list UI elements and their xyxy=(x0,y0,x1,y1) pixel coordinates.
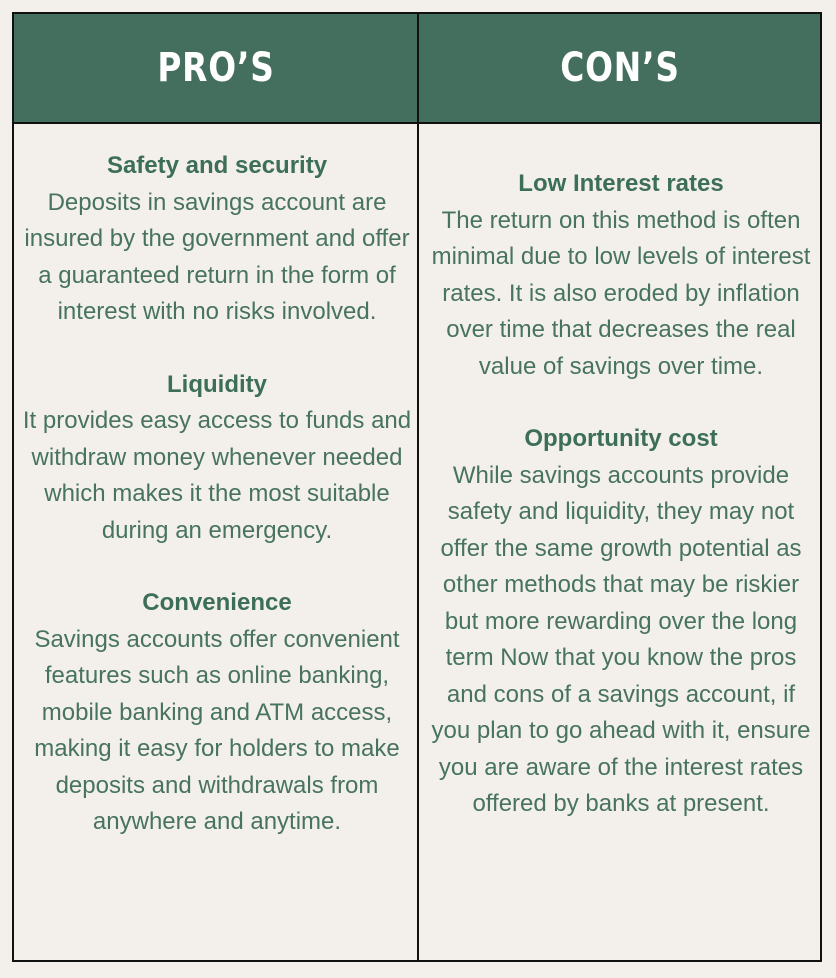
con-item xyxy=(428,166,814,385)
pro-item-body: It provides easy access to funds and withdraw money whenever needed which makes it the most suitable during an emergency. xyxy=(22,407,412,544)
pros-cons-table xyxy=(12,12,822,962)
column-divider xyxy=(417,14,419,960)
pro-item-title: Safety and security xyxy=(106,152,328,179)
pro-item xyxy=(20,585,414,841)
cons-column xyxy=(428,166,814,859)
cons-heading: CON’S xyxy=(560,45,680,91)
pro-item xyxy=(20,367,414,550)
pro-item-title: Convenience xyxy=(142,589,292,616)
con-item-title: Opportunity cost xyxy=(524,425,718,452)
pro-item-body: Savings accounts offer convenient features such as online banking, mobile banking and ATM access, making it easy for holders to make deposits and withdrawals from anywhere and anytime. xyxy=(34,625,400,835)
con-item-body: The return on this method is often minimal due to low levels of interest rates. It is also eroded by inflation over time that decreases the real value of savings over time. xyxy=(431,206,811,380)
con-item xyxy=(428,421,814,823)
pro-item xyxy=(20,148,414,331)
pros-heading: PRO’S xyxy=(157,45,275,91)
pros-column xyxy=(20,148,414,877)
pro-item-title: Liquidity xyxy=(167,370,267,398)
con-item-title: Low Interest rates xyxy=(518,170,724,197)
con-item-body: While savings accounts provide safety and liquidity, they may not offer the same growth potential as other methods that may be riskier but more rewarding over the long term Now that you know the pros and cons of a savings account, if you plan to go ahead with it, ensure you are aware of the interest rates offered by banks at present. xyxy=(431,461,811,817)
pro-item-body: Deposits in savings account are insured by the government and offer a guaranteed return in the form of interest with no risks involved. xyxy=(24,188,410,325)
